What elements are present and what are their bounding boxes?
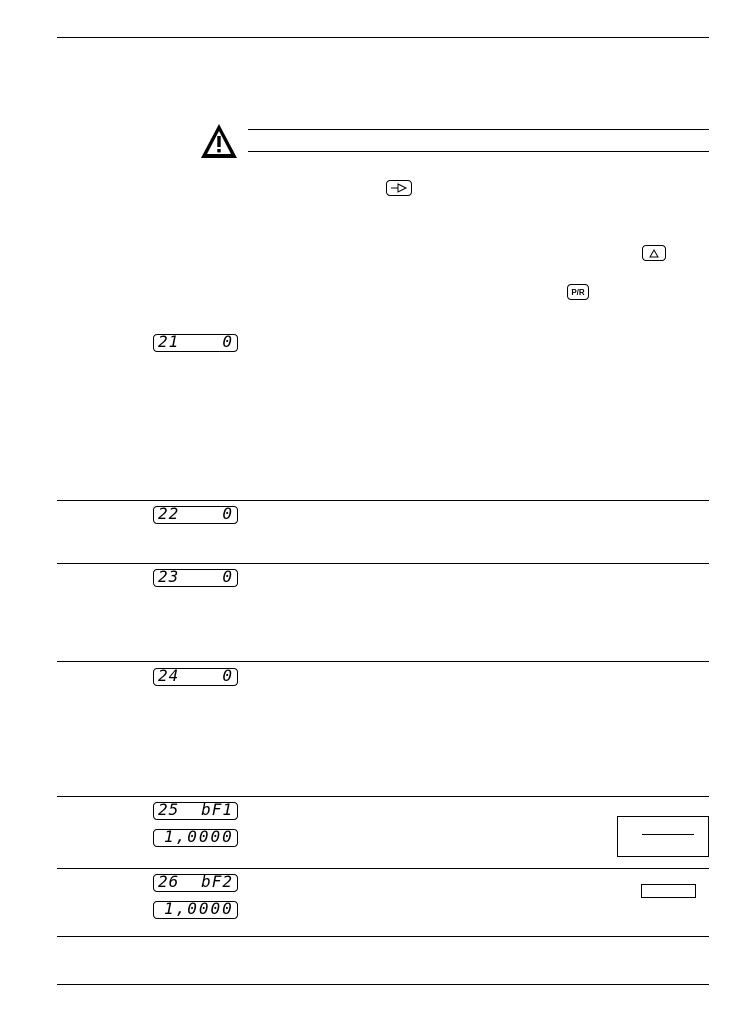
warning-triangle-icon [199,121,239,161]
param-secondary-value: 1,0000 [164,899,234,918]
section-rule [57,563,709,564]
shift-arrow-icon [390,183,408,193]
lcd-display-26 [153,874,238,892]
param-value: 0 [222,332,233,351]
param-code: 24 [158,666,180,685]
shift-key [386,180,412,196]
lcd-display-25-value [153,829,238,847]
section-rule [57,796,709,797]
param-value: 0 [222,504,233,523]
param-value: bF1 [201,800,233,819]
param-code: 21 [158,332,180,351]
section-rule [57,661,709,662]
section-rule [57,868,709,869]
lcd-display-26-value [153,901,238,919]
param-value: 0 [222,567,233,586]
warning-rule-top [248,129,709,130]
param-code: 23 [158,567,180,586]
pr-key-label: P/R [571,287,585,297]
param-value: bF2 [201,872,233,891]
triangle-up-icon [649,249,659,258]
param-code: 26 [158,872,180,891]
up-key [642,245,666,261]
pr-key [567,284,589,300]
section-rule [57,936,709,937]
lcd-display-23 [153,569,238,587]
param-secondary-value: 1,0000 [164,827,234,846]
lcd-display-25 [153,802,238,820]
fraction-box [617,816,709,857]
fraction-line [642,834,694,835]
param-code: 22 [158,504,180,523]
lcd-display-22 [153,506,238,524]
top-rule [57,37,709,38]
param-value: 0 [222,666,233,685]
section-rule [57,500,709,501]
lcd-display-21 [153,334,238,352]
small-box [641,884,696,898]
bottom-rule [57,984,709,985]
warning-rule-bottom [248,151,709,152]
lcd-display-24 [153,668,238,686]
param-code: 25 [158,800,180,819]
